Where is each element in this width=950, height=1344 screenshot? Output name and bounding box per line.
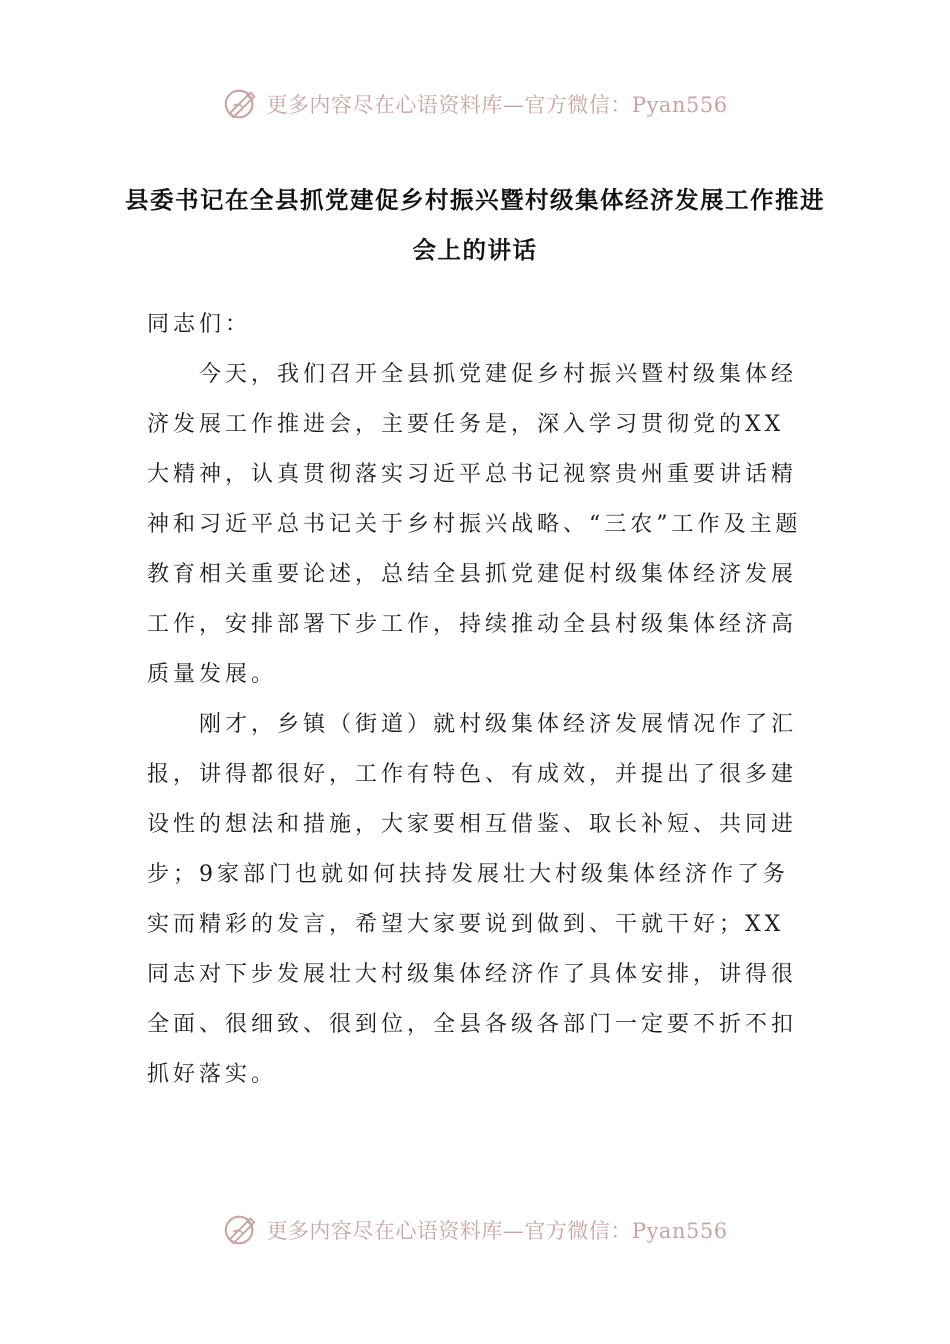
watermark-text: 更多内容尽在心语资料库—官方微信：Pyan556 xyxy=(266,1219,728,1243)
footer-watermark xyxy=(0,1208,950,1252)
pen-logo-icon xyxy=(222,1211,260,1249)
document-title: 县委书记在全县抓党建促乡村振兴暨村级集体经济发展工作推进会上的讲话 xyxy=(125,186,825,264)
paragraph-2: 刚才，乡镇（街道）就村级集体经济发展情况作了汇报，讲得都很好，工作有特色、有成效，并提出了很多建设性的想法和措施，大家要相互借鉴、取长补短、共同进步；9家部门也就如何扶持发展壮大村级集体经济作了务实而精彩的发言，希望大家要说到做到、干就干好；XX同志对下步发展壮大村级集体经济作了具体安排，讲得很全面、很细致、很到位，全县各级各部门一定要不折不扣抓好落实。 xyxy=(147,712,798,1087)
watermark-text: 更多内容尽在心语资料库—官方微信：Pyan556 xyxy=(266,93,728,117)
paragraph-1: 今天，我们召开全县抓党建促乡村振兴暨村级集体经济发展工作推进会，主要任务是，深入学习贯彻党的XX大精神，认真贯彻落实习近平总书记视察贵州重要讲话精神和习近平总书记关于乡村振兴战略、“三农”工作及主题教育相关重要论述，总结全县抓党建促村级集体经济发展工作，安排部署下步工作，持续推动全县村级集体经济高质量发展。 xyxy=(147,362,802,687)
document-body xyxy=(147,300,807,1100)
pen-logo-icon xyxy=(222,85,260,123)
header-watermark xyxy=(0,82,950,126)
salutation: 同志们： xyxy=(147,312,252,337)
